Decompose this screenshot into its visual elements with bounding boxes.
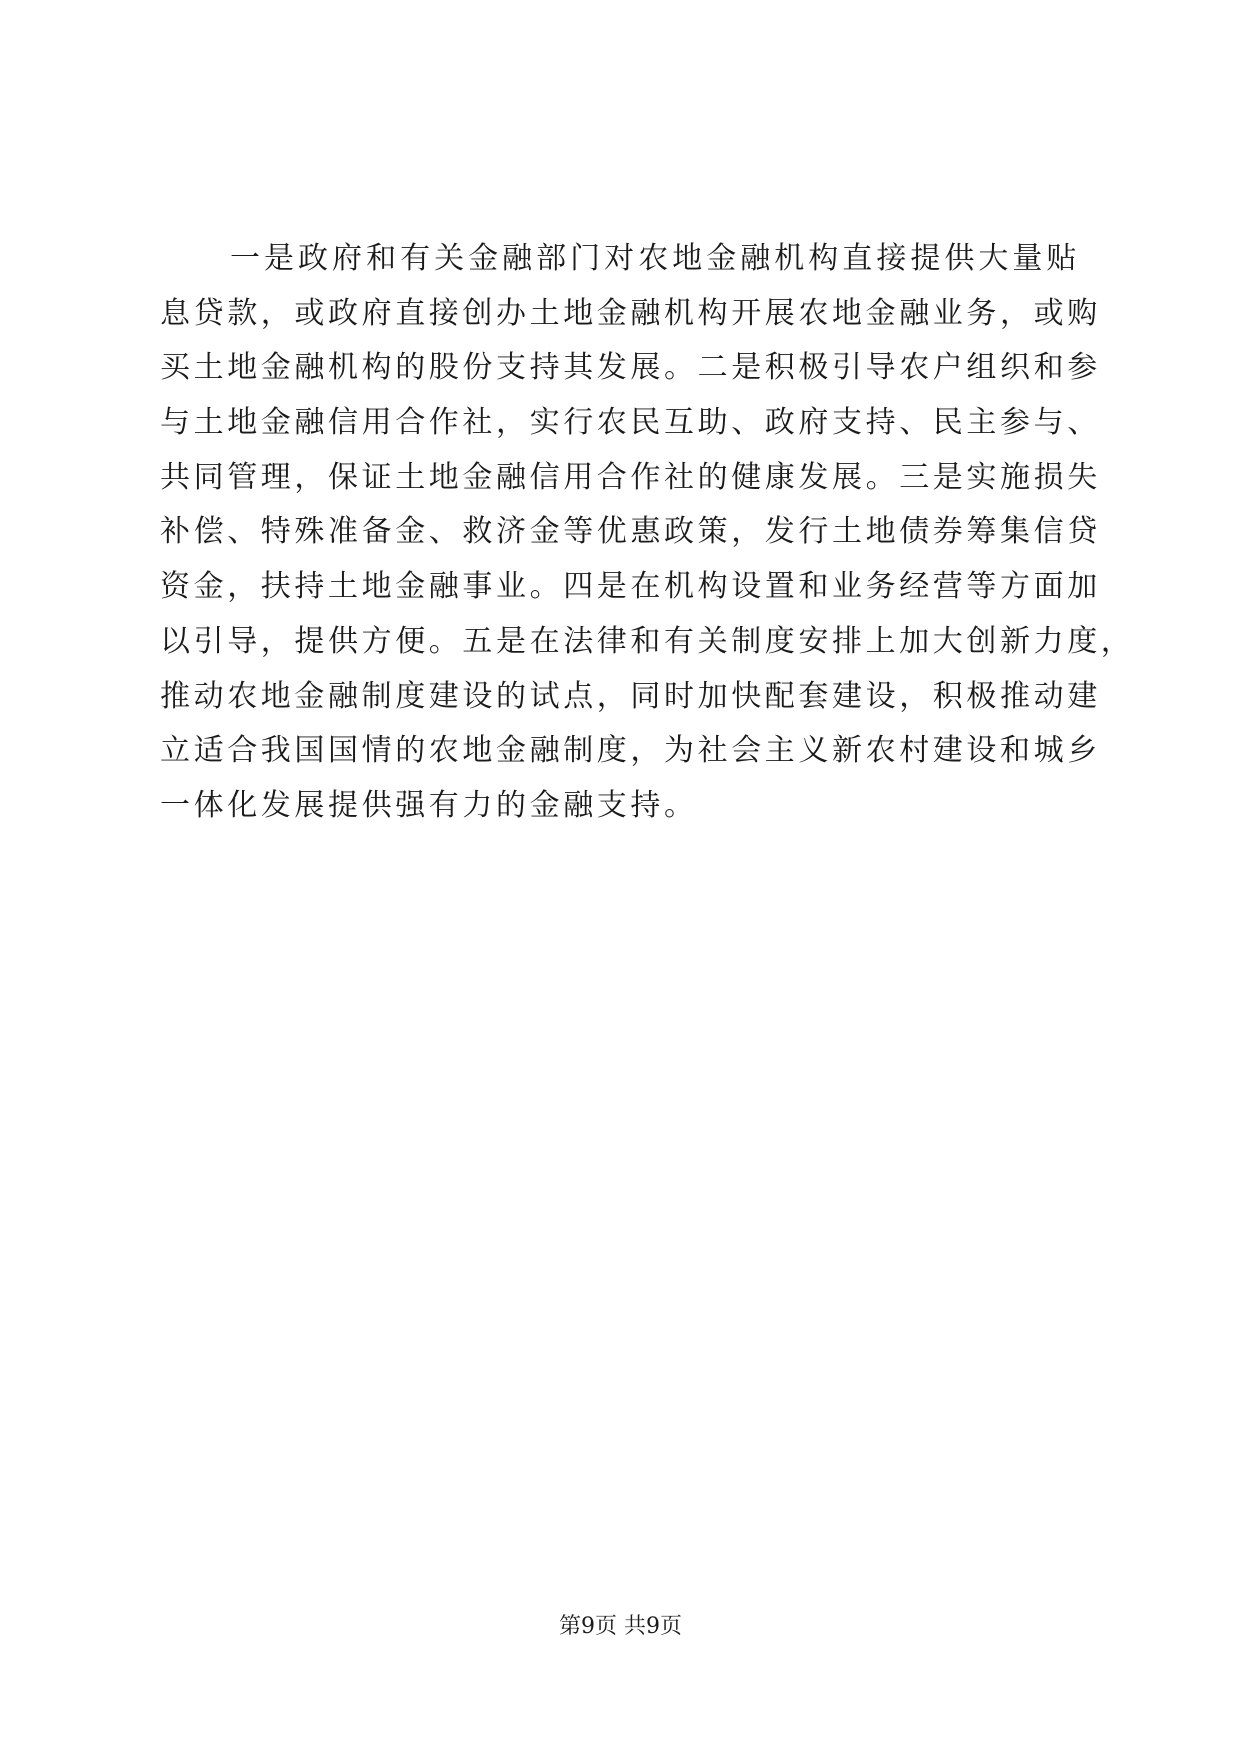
paragraph-line: 共同管理，保证土地金融信用合作社的健康发展。三是实施损失 bbox=[160, 459, 1101, 495]
paragraph-line: 一是政府和有关金融部门对农地金融机构直接提供大量贴 bbox=[230, 241, 1080, 276]
paragraph-line: 立适合我国国情的农地金融制度，为社会主义新农村建设和城乡 bbox=[160, 733, 1101, 769]
paragraph-line: 推动农地金融制度建设的试点，同时加快配套建设，积极推动建 bbox=[160, 678, 1101, 714]
paragraph-line: 补偿、特殊准备金、救济金等优惠政策，发行土地债券筹集信贷 bbox=[160, 514, 1101, 550]
body-paragraph bbox=[160, 232, 1135, 834]
paragraph-line: 与土地金融信用合作社，实行农民互助、政府支持、民主参与、 bbox=[160, 405, 1101, 441]
page-number-footer: 第9页 共9页 bbox=[559, 1614, 682, 1639]
paragraph-line: 买土地金融机构的股份支持其发展。二是积极引导农户组织和参 bbox=[160, 350, 1101, 386]
paragraph-line: 一体化发展提供强有力的金融支持。 bbox=[160, 787, 698, 823]
paragraph-line: 资金，扶持土地金融事业。四是在机构设置和业务经营等方面加 bbox=[160, 569, 1101, 605]
paragraph-line: 息贷款，或政府直接创办土地金融机构开展农地金融业务，或购 bbox=[160, 295, 1101, 331]
paragraph-line: 以引导，提供方便。五是在法律和有关制度安排上加大创新力度， bbox=[160, 623, 1135, 659]
